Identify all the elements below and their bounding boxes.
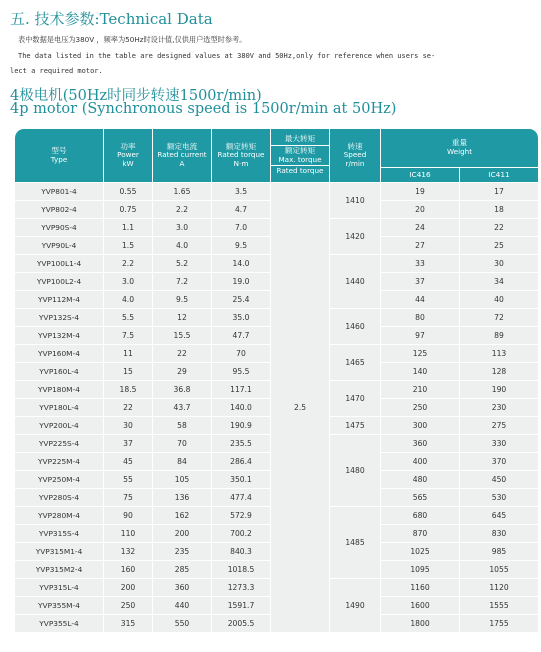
- cell-weight-ic416: 250: [381, 399, 459, 416]
- cell-type: YVP280S-4: [15, 489, 103, 506]
- cell-power: 11: [104, 345, 152, 362]
- cell-power: 315: [104, 615, 152, 632]
- cell-type: YVP225M-4: [15, 453, 103, 470]
- cell-rated-torque: 840.3: [212, 543, 270, 560]
- cell-weight-ic416: 480: [381, 471, 459, 488]
- header-weight: 重量 Weight: [381, 129, 538, 167]
- cell-power: 0.55: [104, 183, 152, 200]
- cell-weight-ic411: 30: [460, 255, 538, 272]
- cell-power: 18.5: [104, 381, 152, 398]
- cell-weight-ic411: 275: [460, 417, 538, 434]
- cell-rated-current: 3.0: [153, 219, 211, 236]
- cell-type: YVP90L-4: [15, 237, 103, 254]
- cell-power: 160: [104, 561, 152, 578]
- cell-weight-ic416: 680: [381, 507, 459, 524]
- cell-power: 1.5: [104, 237, 152, 254]
- cell-rated-current: 440: [153, 597, 211, 614]
- cell-weight-ic416: 1160: [381, 579, 459, 596]
- cell-power: 30: [104, 417, 152, 434]
- note-english-line1: The data listed in the table are designed values at 380V and 50Hz,only for reference when users se-: [18, 52, 436, 60]
- cell-speed: 1440: [330, 255, 380, 308]
- cell-speed: 1480: [330, 435, 380, 506]
- cell-weight-ic411: 17: [460, 183, 538, 200]
- cell-weight-ic416: 33: [381, 255, 459, 272]
- cell-weight-ic416: 1800: [381, 615, 459, 632]
- cell-weight-ic416: 360: [381, 435, 459, 452]
- technical-data-table: [14, 128, 539, 633]
- cell-speed: 1475: [330, 417, 380, 434]
- note-english-line2: lect a required motor.: [10, 67, 103, 75]
- cell-rated-torque: 7.0: [212, 219, 270, 236]
- motor-title-english: 4p motor (Synchronous speed is 1500r/min at 50Hz): [10, 101, 397, 117]
- cell-speed: 1490: [330, 579, 380, 632]
- cell-type: YVP100L1-4: [15, 255, 103, 272]
- cell-speed: 1465: [330, 345, 380, 380]
- cell-type: YVP100L2-4: [15, 273, 103, 290]
- cell-rated-current: 58: [153, 417, 211, 434]
- cell-rated-torque: 3.5: [212, 183, 270, 200]
- cell-type: YVP160M-4: [15, 345, 103, 362]
- cell-weight-ic411: 830: [460, 525, 538, 542]
- cell-type: YVP180L-4: [15, 399, 103, 416]
- cell-rated-torque: 700.2: [212, 525, 270, 542]
- cell-rated-torque: 117.1: [212, 381, 270, 398]
- cell-rated-torque: 9.5: [212, 237, 270, 254]
- cell-weight-ic416: 44: [381, 291, 459, 308]
- cell-type: YVP225S-4: [15, 435, 103, 452]
- cell-type: YVP315M2-4: [15, 561, 103, 578]
- cell-weight-ic416: 20: [381, 201, 459, 218]
- cell-power: 4.0: [104, 291, 152, 308]
- cell-speed: 1470: [330, 381, 380, 416]
- cell-rated-current: 43.7: [153, 399, 211, 416]
- cell-type: YVP132M-4: [15, 327, 103, 344]
- cell-power: 90: [104, 507, 152, 524]
- cell-rated-current: 5.2: [153, 255, 211, 272]
- cell-rated-current: 285: [153, 561, 211, 578]
- cell-weight-ic416: 565: [381, 489, 459, 506]
- cell-weight-ic416: 24: [381, 219, 459, 236]
- header-weight-ic416: IC416: [381, 168, 459, 182]
- cell-rated-torque: 4.7: [212, 201, 270, 218]
- cell-weight-ic416: 870: [381, 525, 459, 542]
- cell-weight-ic416: 37: [381, 273, 459, 290]
- cell-rated-torque: 286.4: [212, 453, 270, 470]
- cell-rated-torque: 25.4: [212, 291, 270, 308]
- cell-speed: 1485: [330, 507, 380, 578]
- cell-rated-current: 105: [153, 471, 211, 488]
- cell-power: 37: [104, 435, 152, 452]
- cell-rated-torque: 140.0: [212, 399, 270, 416]
- cell-rated-torque: 477.4: [212, 489, 270, 506]
- cell-type: YVP250M-4: [15, 471, 103, 488]
- cell-weight-ic416: 1600: [381, 597, 459, 614]
- cell-weight-ic411: 1755: [460, 615, 538, 632]
- cell-weight-ic416: 125: [381, 345, 459, 362]
- cell-weight-ic416: 300: [381, 417, 459, 434]
- cell-rated-current: 360: [153, 579, 211, 596]
- header-weight-ic411: IC411: [460, 168, 538, 182]
- cell-weight-ic416: 80: [381, 309, 459, 326]
- cell-weight-ic416: 27: [381, 237, 459, 254]
- cell-weight-ic411: 370: [460, 453, 538, 470]
- cell-weight-ic411: 450: [460, 471, 538, 488]
- cell-weight-ic411: 72: [460, 309, 538, 326]
- cell-weight-ic411: 34: [460, 273, 538, 290]
- cell-max-torque-ratio: 2.5: [271, 183, 329, 632]
- cell-power: 1.1: [104, 219, 152, 236]
- cell-rated-torque: 1273.3: [212, 579, 270, 596]
- cell-type: YVP180M-4: [15, 381, 103, 398]
- cell-rated-current: 7.2: [153, 273, 211, 290]
- cell-power: 250: [104, 597, 152, 614]
- cell-power: 3.0: [104, 273, 152, 290]
- cell-rated-torque: 350.1: [212, 471, 270, 488]
- cell-weight-ic411: 113: [460, 345, 538, 362]
- cell-rated-current: 162: [153, 507, 211, 524]
- cell-speed: 1460: [330, 309, 380, 344]
- header-max-torque-ratio: 最大转矩 额定转矩 Max. torque Rated torque: [271, 129, 329, 182]
- cell-weight-ic411: 40: [460, 291, 538, 308]
- cell-type: YVP801-4: [15, 183, 103, 200]
- cell-type: YVP160L-4: [15, 363, 103, 380]
- cell-type: YVP355M-4: [15, 597, 103, 614]
- header-speed: 转速 Speed r/min: [330, 129, 380, 182]
- cell-rated-torque: 35.0: [212, 309, 270, 326]
- cell-rated-current: 4.0: [153, 237, 211, 254]
- cell-type: YVP132S-4: [15, 309, 103, 326]
- cell-weight-ic411: 1120: [460, 579, 538, 596]
- cell-rated-torque: 2005.5: [212, 615, 270, 632]
- table-row: [15, 183, 538, 200]
- cell-weight-ic416: 400: [381, 453, 459, 470]
- motor-title-chinese: 4极电机(50Hz时同步转速1500r/min): [10, 88, 262, 104]
- cell-power: 200: [104, 579, 152, 596]
- cell-rated-torque: 95.5: [212, 363, 270, 380]
- cell-power: 75: [104, 489, 152, 506]
- cell-weight-ic411: 190: [460, 381, 538, 398]
- cell-type: YVP280M-4: [15, 507, 103, 524]
- cell-power: 132: [104, 543, 152, 560]
- cell-power: 0.75: [104, 201, 152, 218]
- header-rated-torque: 额定转矩 Rated torque N·m: [212, 129, 270, 182]
- cell-weight-ic416: 1095: [381, 561, 459, 578]
- cell-weight-ic411: 22: [460, 219, 538, 236]
- cell-rated-torque: 14.0: [212, 255, 270, 272]
- cell-weight-ic411: 985: [460, 543, 538, 560]
- cell-rated-current: 235: [153, 543, 211, 560]
- cell-weight-ic416: 210: [381, 381, 459, 398]
- cell-rated-torque: 1591.7: [212, 597, 270, 614]
- cell-rated-current: 84: [153, 453, 211, 470]
- cell-weight-ic411: 1055: [460, 561, 538, 578]
- cell-rated-current: 1.65: [153, 183, 211, 200]
- header-power: 功率 Power kW: [104, 129, 152, 182]
- cell-weight-ic411: 230: [460, 399, 538, 416]
- header-rated-current: 额定电流 Rated current A: [153, 129, 211, 182]
- cell-speed: 1420: [330, 219, 380, 254]
- cell-rated-current: 200: [153, 525, 211, 542]
- cell-speed: 1410: [330, 183, 380, 218]
- header-type: 型号 Type: [15, 129, 103, 182]
- cell-rated-current: 12: [153, 309, 211, 326]
- cell-weight-ic416: 1025: [381, 543, 459, 560]
- cell-type: YVP802-4: [15, 201, 103, 218]
- cell-power: 5.5: [104, 309, 152, 326]
- cell-rated-torque: 190.9: [212, 417, 270, 434]
- note-chinese: 表中数据是电压为380V ，频率为50Hz时设计值,仅供用户选型时参考。: [18, 35, 247, 44]
- cell-power: 55: [104, 471, 152, 488]
- cell-weight-ic416: 140: [381, 363, 459, 380]
- cell-type: YVP200L-4: [15, 417, 103, 434]
- cell-weight-ic411: 330: [460, 435, 538, 452]
- cell-power: 2.2: [104, 255, 152, 272]
- cell-rated-current: 70: [153, 435, 211, 452]
- cell-weight-ic411: 645: [460, 507, 538, 524]
- cell-rated-torque: 70: [212, 345, 270, 362]
- cell-weight-ic411: 18: [460, 201, 538, 218]
- cell-rated-current: 15.5: [153, 327, 211, 344]
- cell-rated-current: 22: [153, 345, 211, 362]
- cell-weight-ic411: 530: [460, 489, 538, 506]
- cell-rated-current: 550: [153, 615, 211, 632]
- cell-weight-ic411: 128: [460, 363, 538, 380]
- cell-type: YVP315S-4: [15, 525, 103, 542]
- cell-type: YVP355L-4: [15, 615, 103, 632]
- cell-rated-current: 29: [153, 363, 211, 380]
- cell-power: 45: [104, 453, 152, 470]
- cell-type: YVP112M-4: [15, 291, 103, 308]
- cell-power: 7.5: [104, 327, 152, 344]
- cell-weight-ic411: 1555: [460, 597, 538, 614]
- cell-weight-ic411: 25: [460, 237, 538, 254]
- cell-rated-current: 9.5: [153, 291, 211, 308]
- cell-weight-ic411: 89: [460, 327, 538, 344]
- cell-type: YVP90S-4: [15, 219, 103, 236]
- cell-rated-torque: 572.9: [212, 507, 270, 524]
- cell-rated-current: 136: [153, 489, 211, 506]
- cell-weight-ic416: 19: [381, 183, 459, 200]
- cell-rated-current: 2.2: [153, 201, 211, 218]
- cell-type: YVP315L-4: [15, 579, 103, 596]
- cell-rated-torque: 235.5: [212, 435, 270, 452]
- cell-rated-torque: 1018.5: [212, 561, 270, 578]
- cell-rated-current: 36.8: [153, 381, 211, 398]
- cell-rated-torque: 19.0: [212, 273, 270, 290]
- cell-power: 15: [104, 363, 152, 380]
- table-body: [15, 183, 538, 632]
- cell-power: 110: [104, 525, 152, 542]
- section-title: 五. 技术参数:Technical Data: [10, 10, 213, 28]
- cell-weight-ic416: 97: [381, 327, 459, 344]
- cell-power: 22: [104, 399, 152, 416]
- cell-type: YVP315M1-4: [15, 543, 103, 560]
- cell-rated-torque: 47.7: [212, 327, 270, 344]
